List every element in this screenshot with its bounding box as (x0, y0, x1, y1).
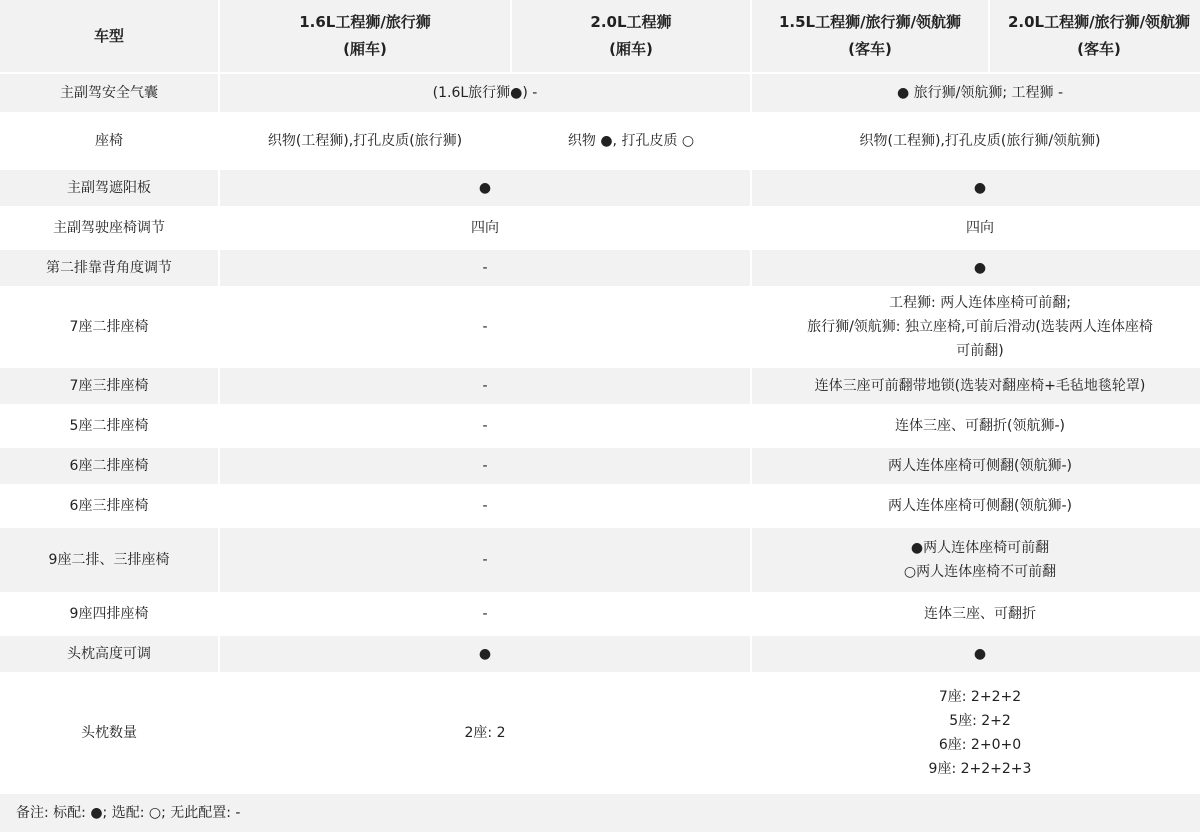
table-row (0, 170, 1200, 206)
van-value: 2座: 2 (464, 725, 506, 741)
header-label: 车型 (0, 0, 218, 72)
table-row (0, 406, 1200, 446)
row-label: 头枕高度可调 (0, 636, 218, 672)
row-label: 7座三排座椅 (0, 368, 218, 404)
row-label: 6座三排座椅 (69, 498, 149, 514)
legend-note: 备注: 标配: ●; 选配: ○; 无此配置: - (0, 794, 1200, 832)
table-row (0, 594, 1200, 634)
table-row (0, 528, 1200, 592)
bus-value: 7座: 2+2+2 5座: 2+2 6座: 2+0+0 9座: 2+2+2+3 (928, 689, 1032, 777)
table-row (0, 288, 1200, 366)
row-label: 主副驾遮阳板 (0, 170, 218, 206)
van-value: - (220, 528, 750, 592)
table-row (0, 486, 1200, 526)
van-value: - (482, 606, 488, 622)
table-row (0, 636, 1200, 672)
van-value: - (220, 250, 750, 286)
bus-value: 两人连体座椅可侧翻(领航狮-) (888, 498, 1072, 514)
bus-value: ● (752, 170, 1200, 206)
bus-value: 工程狮: 两人连体座椅可前翻; 旅行狮/领航狮: 独立座椅,可前后滑动(选装两人连体座椅 可前翻) (807, 295, 1153, 359)
bus-value: ● (752, 636, 1200, 672)
van-value: (1.6L旅行狮●) - (220, 74, 750, 112)
row-label: 6座二排座椅 (0, 448, 218, 484)
van-value: - (482, 319, 488, 335)
table-row (0, 448, 1200, 484)
table-row (0, 250, 1200, 286)
header-row (0, 0, 1200, 72)
table-row (0, 114, 1200, 168)
van-value: - (482, 418, 488, 434)
table-row (0, 368, 1200, 404)
bus-value: 连体三座、可翻折 (924, 606, 1036, 622)
header-col-1: 1.6L工程狮/旅行狮 (厢车) (220, 0, 510, 72)
bus-value: ● (752, 250, 1200, 286)
van-20-value: 织物 ●, 打孔皮质 ○ (567, 133, 695, 149)
van-value: - (482, 498, 488, 514)
bus-value: 连体三座可前翻带地锁(选装对翻座椅+毛毡地毯轮罩) (752, 368, 1200, 404)
table-row (0, 674, 1200, 792)
table-row (0, 208, 1200, 248)
header-col-3: 1.5L工程狮/旅行狮/领航狮 (客车) (752, 0, 988, 72)
bus-value: 两人连体座椅可侧翻(领航狮-) (752, 448, 1200, 484)
table-row (0, 74, 1200, 112)
header-col-4: 2.0L工程狮/旅行狮/领航狮 (客车) (990, 0, 1200, 72)
row-label: 座椅 (95, 133, 123, 149)
van-value: ● (220, 170, 750, 206)
bus-value: 连体三座、可翻折(领航狮-) (895, 418, 1065, 434)
row-label: 头枕数量 (81, 725, 137, 741)
bus-value: 织物(工程狮),打孔皮质(旅行狮/领航狮) (859, 133, 1101, 149)
row-label: 5座二排座椅 (69, 418, 149, 434)
bus-value: ● 旅行狮/领航狮; 工程狮 - (752, 74, 1200, 112)
row-label: 主副驾安全气囊 (0, 74, 218, 112)
van-value: - (220, 368, 750, 404)
row-label: 9座四排座椅 (69, 606, 149, 622)
header-col-2: 2.0L工程狮 (厢车) (512, 0, 750, 72)
van-value: - (220, 448, 750, 484)
van-16-value: 织物(工程狮),打孔皮质(旅行狮) (267, 133, 463, 149)
bus-value: ●两人连体座椅可前翻 ○两人连体座椅不可前翻 (752, 528, 1200, 592)
row-label: 主副驾驶座椅调节 (53, 220, 165, 236)
row-label: 7座二排座椅 (69, 319, 149, 335)
row-label: 第二排靠背角度调节 (0, 250, 218, 286)
van-value: 四向 (471, 220, 499, 236)
van-value: ● (220, 636, 750, 672)
row-label: 9座二排、三排座椅 (0, 528, 218, 592)
bus-value: 四向 (966, 220, 994, 236)
